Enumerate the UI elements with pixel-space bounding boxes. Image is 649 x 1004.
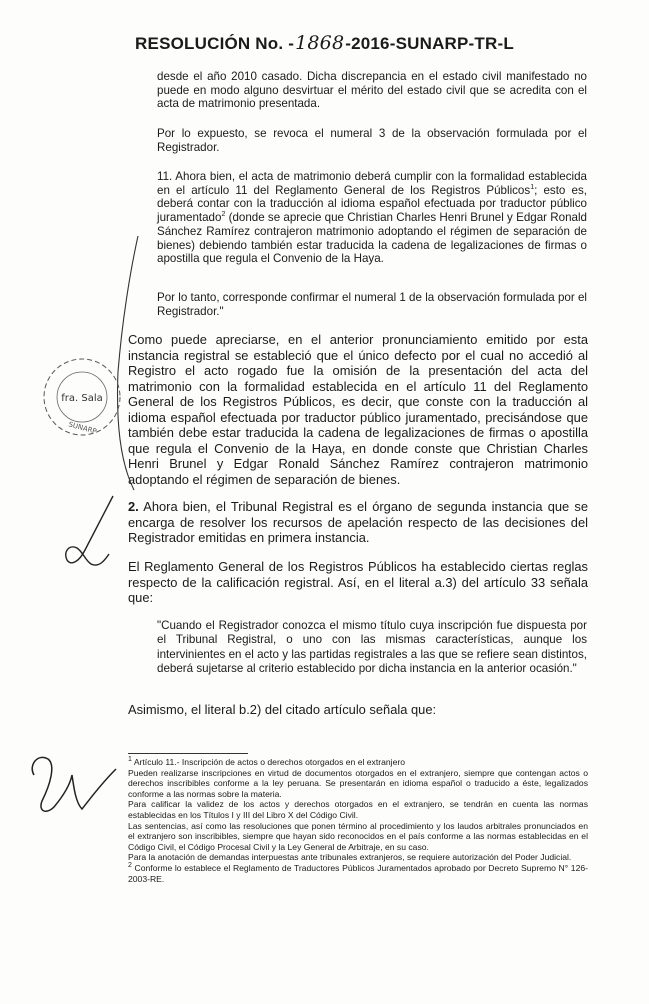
footnote-ref-1: 1: [530, 183, 535, 191]
handwritten-margin-initials: [20, 745, 130, 820]
main-paragraph-2-text: Ahora bien, el Tribunal Registral es el órgano de segunda instancia que se encarga de resolver los recursos de apelación respecto de las decisiones del Registrador emitidas en primera instancia.: [128, 499, 588, 545]
article-quote: "Cuando el Registrador conozca el mismo título cuya inscripción fue dispuesta por el Tribunal Registral, o uno con las mismas características, aunque los intervinientes en el acto y las partidas registrales a las que se refiere sean distintos, deberá sujetarse al criterio establecido por dicha instancia en la anterior ocasión.": [157, 619, 587, 675]
resolution-header: [0, 32, 649, 54]
initials-signature: [55, 490, 125, 580]
stamp-bottom-text: SUNARP: [67, 420, 98, 436]
footnote-1-title-text: Artículo 11.- Inscripción de actos o derechos otorgados en el extranjero: [131, 757, 405, 767]
stamp-label: fra. Sala: [61, 393, 103, 404]
main-paragraph-2: [128, 499, 588, 546]
quoted-p3-part-a: 11. Ahora bien, el acta de matrimonio deberá cumplir con la formalidad establecida en el artículo 11 del Reglamento General de los Registros Públicos: [157, 170, 587, 197]
main-paragraph-3: El Reglamento General de los Registros Públicos ha establecido ciertas reglas respecto de la calificación registral. Así, en el literal a.3) del artículo 33 señala que:: [128, 559, 588, 605]
footnote-ref-2: 2: [221, 211, 226, 219]
main-paragraph-4: Asimismo, el literal b.2) del citado artículo señala que:: [128, 702, 437, 717]
quoted-paragraph-2: Por lo expuesto, se revoca el numeral 3 de la observación formulada por el Registrador.: [157, 127, 587, 154]
footnote-2-marker: 2: [128, 862, 132, 870]
quoted-paragraph-4: Por lo tanto, corresponde confirmar el numeral 1 de la observación formulada por el Registrador.": [157, 291, 587, 318]
handwritten-resolution-number: 1868: [295, 32, 345, 54]
footnote-separator: [128, 753, 248, 754]
header-title-suffix: -2016-SUNARP-TR-L: [345, 34, 514, 53]
footnote-1-para-2: Para calificar la validez de los actos y derechos otorgados en el extranjero, se tendrán en cuenta las normas establecidas en los Títulos I y III del Libro X del Código Civil.: [128, 799, 588, 820]
sala-seal-stamp: [40, 355, 125, 440]
section-number-2: 2.: [128, 499, 139, 514]
main-paragraph-1: Como puede apreciarse, en el anterior pronunciamiento emitido por esta instancia registral se estableció que el único defecto por el cual no accedió al Registro el acto rogado fue la omisión de la presentación del acta del matrimonio con la formalidad establecida en el artículo 11 del Reglamento General de los Registros Públicos, es decir, que conste con la traducción al idioma español efectuada por traductor público juramentado, precisándose que también debe estar traducida la cadena de legalizaciones de firmas o apostilla que regula el Convenio de la Haya, en donde conste que Christian Charles Henri Brunel y Edgar Ronald Sánchez Ramírez contrajeron matrimonio adoptando el régimen de separación de bienes.: [128, 332, 588, 487]
quoted-paragraph-1: desde el año 2010 casado. Dicha discrepancia en el estado civil manifestado no puede en modo alguno desvirtuar el mérito del estado civil que se acredita con el acta de matrimonio presentada.: [157, 70, 587, 111]
footnotes: [128, 757, 588, 884]
quoted-p3-part-b: ; esto es, deberá contar con la traducción al idioma español efectuada por traductor público juramentado: [157, 183, 587, 225]
footnote-2: [128, 863, 588, 884]
footnote-1-title: [128, 757, 588, 768]
header-title-prefix: RESOLUCIÓN No. -: [135, 34, 295, 53]
quoted-paragraph-3: [157, 170, 587, 266]
quoted-p3-part-c: (donde se aprecie que Christian Charles Henri Brunel y Edgar Ronald Sánchez Ramírez contrajeron matrimonio adoptando el régimen de separación de bienes) debiendo también estar traducida la cadena de legalizaciones de firmas o apostilla que regula el Convenio de la Haya.: [157, 211, 587, 266]
footnote-1-para-1: Pueden realizarse inscripciones en virtud de documentos otorgados en el extranjero, siempre que contengan actos o derechos inscribibles conforme a la ley peruana. Se presentarán en idioma español o traducido a éste, legalizados conforme a las normas sobre la materia.: [128, 767, 588, 799]
footnote-2-text: Conforme lo establece el Reglamento de Traductores Públicos Juramentados aprobado por Decreto Supremo N° 126-2003-RE.: [128, 862, 588, 884]
footnote-1-para-4: Para la anotación de demandas interpuestas ante tribunales extranjeros, se requiere autorización del Poder Judicial.: [128, 852, 572, 863]
footnote-1-para-3: Las sentencias, así como las resoluciones que ponen término al procedimiento y los laudos arbitrales pronunciados en el extranjero son inscribibles, siempre que hayan sido reconocidos en el país conforme a las normas establecidas en el Código Civil, el Código Procesal Civil y la Ley General de Arbitraje, en su caso.: [128, 820, 588, 852]
footnote-1-marker: 1: [128, 756, 132, 764]
